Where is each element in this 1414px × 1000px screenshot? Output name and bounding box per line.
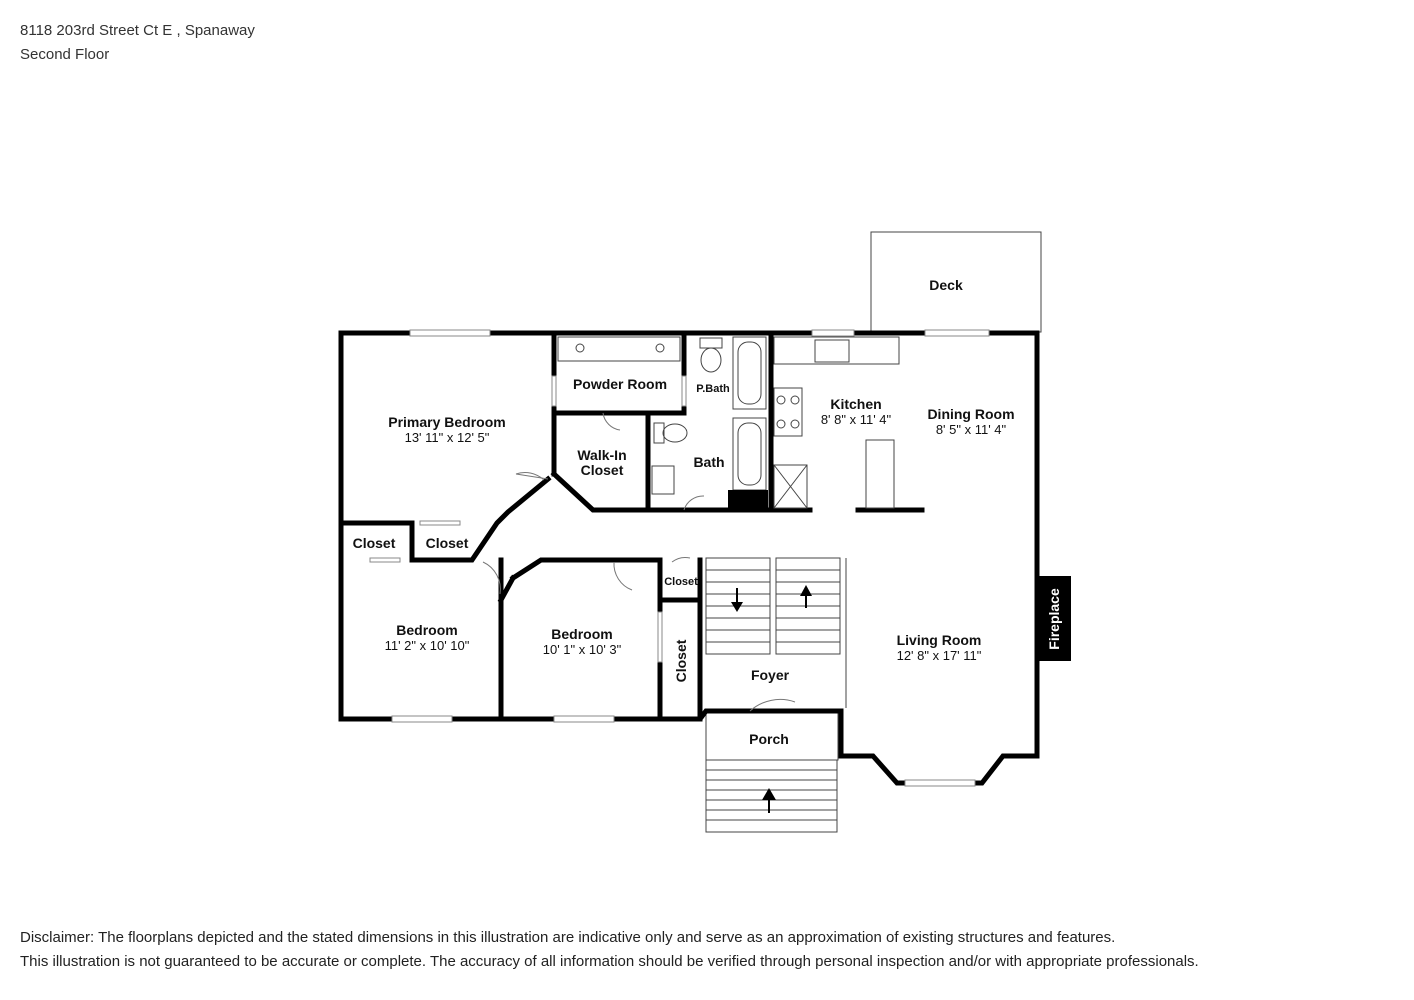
room-label-living-room: Living Room [896, 632, 982, 648]
room-label-closet-c: Closet [664, 576, 698, 588]
room-label-deck: Deck [929, 277, 963, 293]
room-label-bedroom-1: Bedroom [396, 622, 458, 638]
room-label-kitchen: Kitchen [830, 396, 882, 412]
room-dims-dining-room: 8' 5" x 11' 4" [935, 422, 1007, 437]
stair-arrow-down-icon [731, 588, 743, 612]
interior-stairs [706, 558, 846, 708]
room-label-walk-in-closet-2: Closet [580, 462, 624, 478]
room-dims-kitchen: 8' 8" x 11' 4" [820, 412, 892, 427]
room-dims-primary-bedroom: 13' 11" x 12' 5" [404, 430, 490, 445]
room-label-closet-a: Closet [352, 535, 396, 551]
stove-icon [774, 388, 802, 436]
room-dims-living-room: 12' 8" x 17' 11" [896, 648, 982, 663]
room-label-closet-d: Closet [673, 639, 689, 683]
room-label-bath: Bath [693, 454, 725, 470]
room-label-p-bath: P.Bath [696, 383, 730, 395]
room-label-porch: Porch [749, 731, 789, 747]
room-label-primary-bedroom: Primary Bedroom [388, 414, 506, 430]
sink-icon [558, 337, 680, 361]
shower-icon [774, 465, 807, 508]
floor-label: Second Floor [20, 46, 110, 63]
sink-icon [652, 466, 674, 494]
room-label-dining-room: Dining Room [927, 406, 1015, 422]
toilet-icon [700, 338, 722, 372]
bathtub-icon [733, 418, 766, 490]
bath-cabinet [728, 490, 768, 510]
room-dims-bedroom-1: 11' 2" x 10' 10" [384, 638, 470, 653]
room-label-fireplace: Fireplace [1046, 588, 1062, 650]
disclaimer-line-2: This illustration is not guaranteed to be accurate or complete. The accuracy of all information should be verified through personal inspection and/or with appropriate professionals. [20, 953, 1199, 970]
room-label-bedroom-2: Bedroom [551, 626, 613, 642]
stair-arrow-up-icon [800, 585, 812, 608]
toilet-icon [654, 423, 687, 443]
property-address: 8118 203rd Street Ct E , Spanaway [20, 22, 255, 39]
bathtub-icon [733, 337, 766, 409]
room-label-closet-b: Closet [425, 535, 469, 551]
disclaimer-line-1: Disclaimer: The floorplans depicted and the stated dimensions in this illustration are indicative only and serve as an approximation of existing structures and features. [20, 929, 1116, 946]
room-label-foyer: Foyer [750, 667, 790, 683]
room-label-powder-room: Powder Room [572, 376, 668, 392]
room-dims-bedroom-2: 10' 1" x 10' 3" [542, 642, 622, 657]
room-label-walk-in-closet-1: Walk-In [577, 447, 627, 463]
